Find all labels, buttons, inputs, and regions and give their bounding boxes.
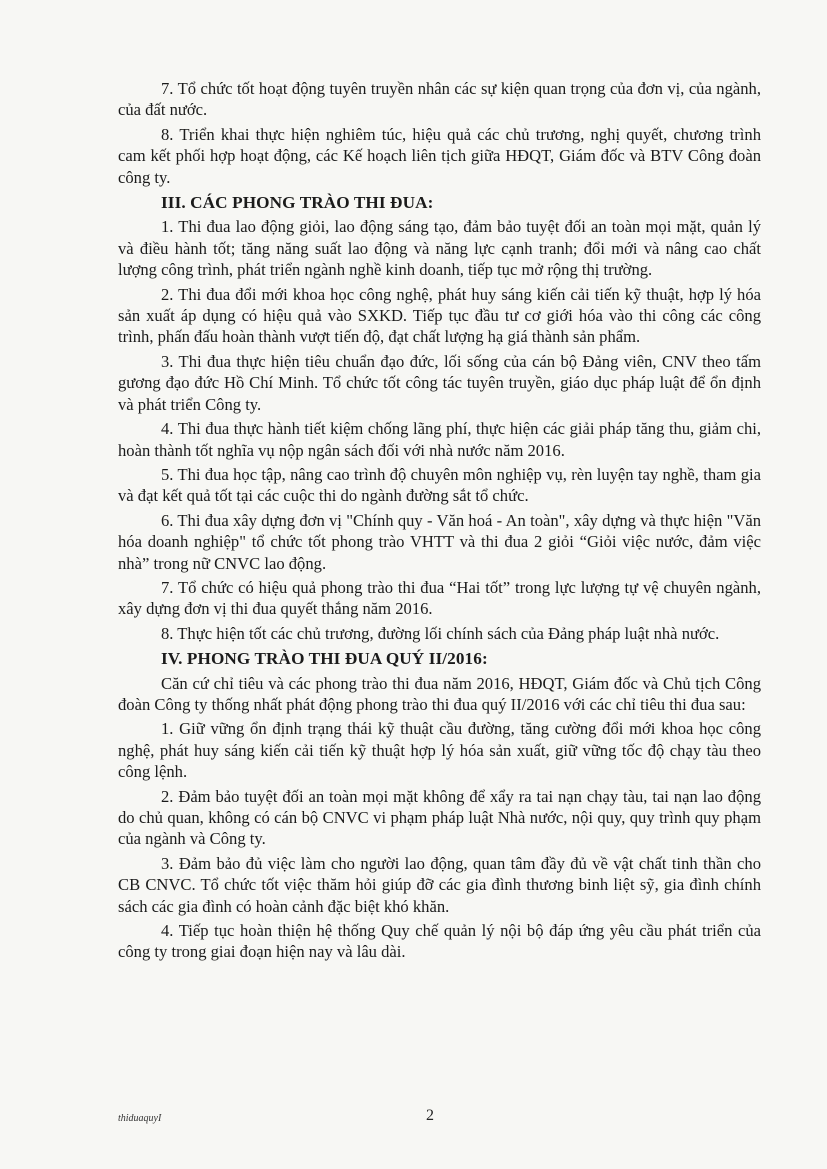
section-4-item-2: 2. Đảm bảo tuyệt đối an toàn mọi mặt không để xẩy ra tai nạn chạy tàu, tai nạn lao động do chủ quan, không có cán bộ CNVC vi phạm pháp luật Nhà nước, nội quy, quy trình quy phạm của ngành và Công ty. bbox=[118, 786, 761, 849]
document-body bbox=[118, 78, 761, 966]
section-4-item-1: 1. Giữ vững ổn định trạng thái kỹ thuật cầu đường, tăng cường đổi mới khoa học công nghệ, phát huy sáng kiến cải tiến kỹ thuật hợp lý hóa sản xuất, giữ vững tốc độ chạy tàu theo công lệnh. bbox=[118, 719, 761, 782]
section-3-item-6: 6. Thi đua xây dựng đơn vị "Chính quy - Văn hoá - An toàn", xây dựng và thực hiện "Văn hóa doanh nghiệp" tổ chức tốt phong trào VHTT và thi đua 2 giỏi “Giỏi việc nước, đảm việc nhà” trong nữ CNVC lao động. bbox=[118, 510, 761, 573]
footer-filename: thiduaquyI bbox=[118, 1113, 162, 1124]
section-3-item-7: 7. Tổ chức có hiệu quả phong trào thi đua “Hai tốt” trong lực lượng tự vệ chuyên ngành, xây dựng đơn vị thi đua quyết thắng năm 2016. bbox=[118, 577, 761, 619]
section-3-item-5: 5. Thi đua học tập, nâng cao trình độ chuyên môn nghiệp vụ, rèn luyện tay nghề, tham gia và đạt kết quả tốt tại các cuộc thi do ngành đường sắt tổ chức. bbox=[118, 464, 761, 506]
section-3-heading: III. CÁC PHONG TRÀO THI ĐUA: bbox=[161, 193, 434, 213]
paragraph-7-continued: 7. Tổ chức tốt hoạt động tuyên truyền nhân các sự kiện quan trọng của đơn vị, của ngành, của đất nước. bbox=[118, 79, 761, 120]
section-4-item-3: 3. Đảm bảo đủ việc làm cho người lao động, quan tâm đầy đủ về vật chất tinh thần cho CB CNVC. Tổ chức tốt việc thăm hỏi giúp đỡ các gia đình thương binh liệt sỹ, gia đình chính sách các gia đình có hoàn cảnh đặc biệt khó khăn. bbox=[118, 853, 761, 916]
section-3-item-8: 8. Thực hiện tốt các chủ trương, đường lối chính sách của Đảng pháp luật nhà nước. bbox=[161, 623, 720, 643]
section-3-item-4: 4. Thi đua thực hành tiết kiệm chống lãng phí, thực hiện các giải pháp tăng thu, giảm chi, hoàn thành tốt nghĩa vụ nộp ngân sách đối với nhà nước năm 2016. bbox=[118, 419, 761, 460]
section-4-item-4: 4. Tiếp tục hoàn thiện hệ thống Quy chế quản lý nội bộ đáp ứng yêu cầu phát triển của công ty trong giai đoạn hiện nay và lâu dài. bbox=[118, 921, 761, 962]
section-3-item-1: 1. Thi đua lao động giỏi, lao động sáng tạo, đảm bảo tuyệt đối an toàn mọi mặt, quản lý và điều hành tốt; tăng năng suất lao động và năng lực cạnh tranh; đổi mới và nâng cao chất lượng công trình, phát triển ngành nghề kinh doanh, tiếp tục mở rộng thị trường. bbox=[118, 217, 761, 280]
section-4-heading: IV. PHONG TRÀO THI ĐUA QUÝ II/2016: bbox=[161, 649, 488, 669]
paragraph-8-continued: 8. Triển khai thực hiện nghiêm túc, hiệu quả các chủ trương, nghị quyết, chương trình cam kết phối hợp hoạt động, các Kế hoạch liên tịch giữa HĐQT, Giám đốc và BTV Công đoàn công ty. bbox=[118, 124, 761, 187]
section-4-intro: Căn cứ chỉ tiêu và các phong trào thi đua năm 2016, HĐQT, Giám đốc và Chủ tịch Công đoàn Công ty thống nhất phát động phong trào thi đua quý II/2016 với các chỉ tiêu thi đua sau: bbox=[118, 673, 761, 714]
section-3-item-2: 2. Thi đua đổi mới khoa học công nghệ, phát huy sáng kiến cải tiến kỹ thuật, hợp lý hóa sản xuất áp dụng có hiệu quả vào SXKD. Tiếp tục đầu tư cơ giới hóa vào thi công các công trình, phấn đấu hoàn thành vượt tiến độ, đạt chất lượng hạ giá thành sản phẩm. bbox=[118, 284, 761, 347]
page-number: 2 bbox=[426, 1107, 434, 1124]
section-3-item-3: 3. Thi đua thực hiện tiêu chuẩn đạo đức, lối sống của cán bộ Đảng viên, CNV theo tấm gương đạo đức Hồ Chí Minh. Tổ chức tốt công tác tuyên truyền, giáo dục pháp luật để ổn định và phát triển Công ty. bbox=[118, 351, 761, 414]
